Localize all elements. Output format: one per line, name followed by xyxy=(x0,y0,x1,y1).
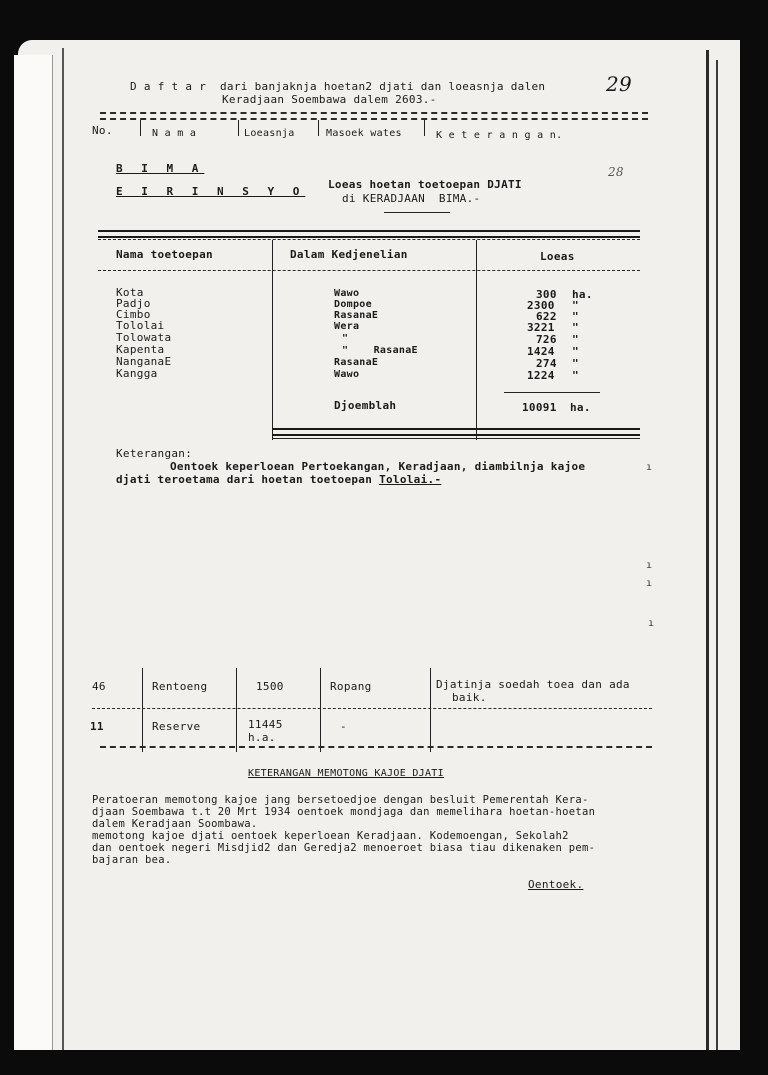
row-masoek: - xyxy=(340,720,347,733)
header-line-2: Keradjaan Soembawa dalem 2603.- xyxy=(222,93,437,106)
row-loeas: 1500 xyxy=(256,680,284,693)
row-nama: Kota xyxy=(116,286,144,299)
col-divider xyxy=(424,120,425,136)
row-unit: " xyxy=(572,357,579,370)
row-nama: Padjo xyxy=(116,297,151,310)
col-header-nama: N a m a xyxy=(152,128,197,139)
total-value: 10091 xyxy=(522,401,557,414)
insert-table-bottom-rule-2 xyxy=(272,438,640,439)
insert-header-nama: Nama toetoepan xyxy=(116,248,213,261)
col-divider xyxy=(430,668,431,752)
dark-margin-bottom xyxy=(0,1050,768,1075)
row-kedjenelian: RasanaE xyxy=(334,357,379,368)
insert-header-loeas: Loeas xyxy=(540,250,575,263)
col-divider xyxy=(140,120,141,136)
footer-line-6: bajaran bea. xyxy=(92,854,172,866)
row-nama: Reserve xyxy=(152,720,201,733)
row-loeas: 3221 xyxy=(527,321,555,334)
margin-mark: ı xyxy=(646,462,653,473)
row-nama: Kangga xyxy=(116,367,158,380)
row-loeas-2: h.a. xyxy=(248,731,276,744)
row-unit: " xyxy=(572,321,579,334)
footer-line-4: memotong kajoe djati oentoek keperloean Keradjaan. Kodemoengan, Sekolah2 xyxy=(92,830,569,842)
table-bottom-rule xyxy=(100,746,652,748)
insert-table-top-rule-2 xyxy=(98,239,640,240)
row-loeas: 274 xyxy=(536,357,557,370)
right-page-edge-inner xyxy=(716,60,718,1050)
col-divider xyxy=(236,668,237,752)
row-kedjenelian: Wawo xyxy=(334,288,360,299)
total-unit: ha. xyxy=(570,401,591,414)
col-header-loeasnja: Loeasnja xyxy=(244,128,295,139)
col-divider xyxy=(238,120,239,136)
col-header-no: No. xyxy=(92,124,113,137)
row-no: 11 xyxy=(90,720,104,733)
page-edge-line xyxy=(62,48,64,1068)
insert-note-line-2-text: djati teroetama dari hoetan toetoepan xyxy=(116,473,380,486)
insert-header-rule xyxy=(98,270,640,271)
handwritten-page-number: 29 xyxy=(606,72,633,96)
insert-place: B I M A xyxy=(116,162,205,175)
row-unit: " xyxy=(572,333,579,346)
row-nama: Tololai xyxy=(116,319,165,332)
row-no: 46 xyxy=(92,680,106,693)
row-kedjenelian: Wera xyxy=(334,321,360,332)
margin-mark: ı xyxy=(646,560,653,571)
insert-note-line-1: Oentoek keperloean Pertoekangan, Keradjaan, diambilnja kajoe xyxy=(170,460,586,473)
footer-line-1: Peratoeran memotong kajoe jang bersetoedjoe dengan besluit Pemerentah Kera- xyxy=(92,794,589,806)
footer-line-5: dan oentoek negeri Misdjid2 dan Geredja2 menoeroet biasa tiau dikenaken pem- xyxy=(92,842,596,854)
row-unit: " xyxy=(572,345,579,358)
sum-rule xyxy=(504,392,600,393)
row-nama: Rentoeng xyxy=(152,680,208,693)
row-masoek: Ropang xyxy=(330,680,372,693)
row-kedjenelian: " RasanaE xyxy=(342,345,418,356)
row-nama: Tolowata xyxy=(116,331,172,344)
inner-page-number: 28 xyxy=(608,165,624,179)
col-divider xyxy=(142,668,143,752)
row-loeas: 2300 xyxy=(527,299,555,312)
insert-table-bottom-rule xyxy=(272,428,640,436)
footer-line-2: djaan Soembawa t.t 20 Mrt 1934 oentoek mondjaga dan memelihara hoetan-hoetan xyxy=(92,806,596,818)
row-unit: ha. xyxy=(572,288,593,301)
row-nama: Cimbo xyxy=(116,308,151,321)
row-kedjenelian: " xyxy=(342,333,349,344)
row-kedjenelian: Wawo xyxy=(334,369,360,380)
row-loeas: 1224 xyxy=(527,369,555,382)
insert-office: E I R I N S Y O xyxy=(116,185,306,198)
insert-table-top-rule xyxy=(98,230,640,238)
insert-note-line-2 xyxy=(116,473,441,486)
insert-note-line-2-underlined: Tololai.- xyxy=(379,473,442,486)
row-keterangan-2: baik. xyxy=(452,691,487,704)
col-divider xyxy=(318,120,319,136)
binding-strip xyxy=(14,55,53,1065)
row-kedjenelian: RasanaE xyxy=(334,310,379,321)
footer-signature: Oentoek. xyxy=(528,878,584,891)
row-unit: " xyxy=(572,299,579,312)
insert-title-line-2: di KERADJAAN BIMA.- xyxy=(342,192,481,205)
row-nama: Kapenta xyxy=(116,343,165,356)
right-page-edge xyxy=(706,50,709,1050)
insert-header-kedjenelian: Dalam Kedjenelian xyxy=(290,248,408,261)
footer-heading: KETERANGAN MEMOTONG KAJOE DJATI xyxy=(248,768,444,779)
row-loeas-1: 11445 xyxy=(248,718,283,731)
row-unit: " xyxy=(572,369,579,382)
col-divider xyxy=(320,668,321,752)
row-kedjenelian: Dompoe xyxy=(334,299,372,310)
row-divider xyxy=(92,708,652,709)
row-nama: NanganaE xyxy=(116,355,172,368)
header-line-1: D a f t a r dari banjaknja hoetan2 djati dan loeasnja dalen xyxy=(130,80,546,93)
row-unit: " xyxy=(572,310,579,323)
margin-mark: ı xyxy=(646,578,653,589)
title-underline xyxy=(384,212,450,213)
insert-note-label: Keterangan: xyxy=(116,447,193,460)
footer-line-3: dalem Keradjaan Soombawa. xyxy=(92,818,258,830)
col-header-masoek: Masoek wates xyxy=(326,128,402,139)
dark-margin-right xyxy=(740,30,768,1075)
row-loeas: 622 xyxy=(536,310,557,323)
insert-title-line-1: Loeas hoetan toetoepan DJATI xyxy=(328,178,522,191)
row-loeas: 1424 xyxy=(527,345,555,358)
col-header-keterangan: K e t e r a n g a n. xyxy=(436,130,563,141)
total-label: Djoemblah xyxy=(334,399,397,412)
header-divider xyxy=(100,112,648,114)
row-loeas: 300 xyxy=(536,288,557,301)
row-loeas: 726 xyxy=(536,333,557,346)
margin-mark: ı xyxy=(648,618,655,629)
row-keterangan-1: Djatinja soedah toea dan ada xyxy=(436,678,630,691)
header-divider-2 xyxy=(100,118,648,120)
